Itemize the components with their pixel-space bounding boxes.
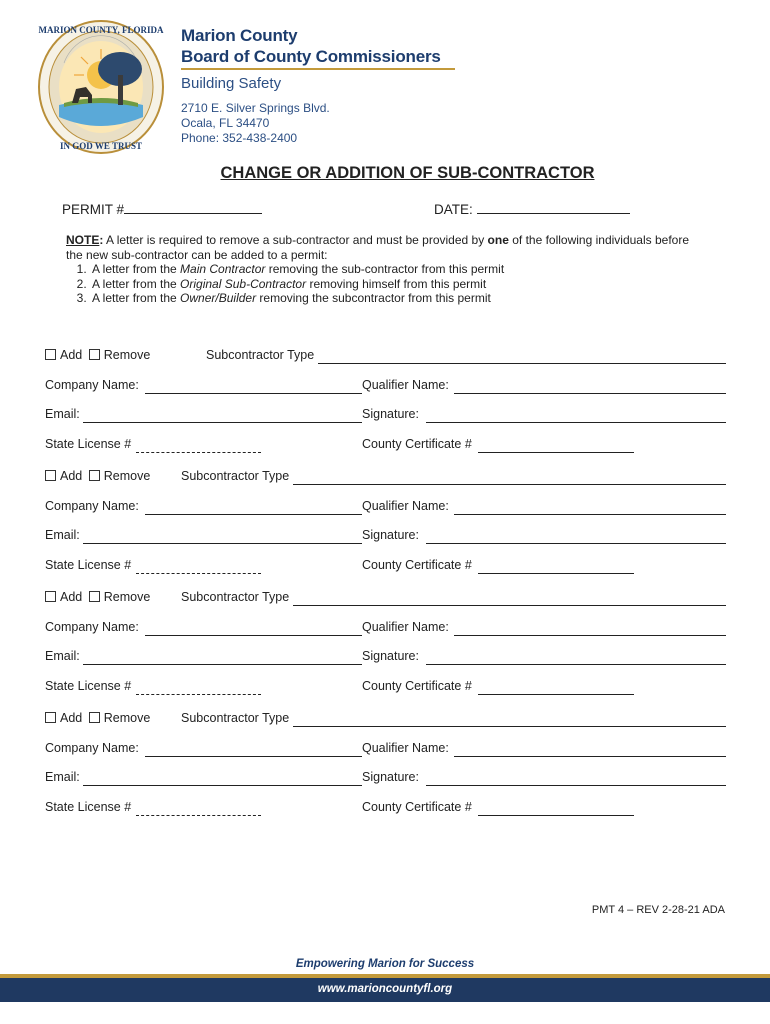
note-label: NOTE — [66, 233, 100, 247]
county-seal-logo — [36, 17, 166, 157]
license-row — [45, 558, 726, 574]
company-row — [45, 620, 726, 636]
note-item: 2. A letter from the Original Sub-Contractor removing himself from this permit — [90, 277, 706, 292]
email-line[interactable] — [83, 664, 362, 665]
subcontractor-type-line[interactable] — [293, 605, 726, 606]
revision-code: PMT 4 – REV 2-28-21 ADA — [591, 904, 725, 916]
company-name-line[interactable] — [145, 514, 362, 515]
add-remove-group — [45, 348, 150, 362]
subcontractor-section — [45, 348, 726, 466]
type-row — [45, 711, 726, 727]
state-license-label: State License # — [45, 800, 132, 814]
email-row — [45, 407, 726, 423]
email-line[interactable] — [83, 785, 362, 786]
permit-label: PERMIT # — [62, 202, 125, 217]
company-name-label: Company Name: — [45, 378, 139, 392]
add-checkbox[interactable] — [45, 470, 56, 481]
note-list — [66, 262, 706, 306]
add-checkbox[interactable] — [45, 591, 56, 602]
add-option[interactable]: Add — [45, 711, 82, 725]
note-text: NOTE: A letter is required to remove a sub-contractor and must be provided by one of the following individuals before the new sub-contractor can be added to a permit: — [66, 233, 690, 262]
subcontractor-type-line[interactable] — [318, 363, 726, 364]
subcontractor-section — [45, 711, 726, 829]
remove-option[interactable]: Remove — [86, 348, 151, 362]
county-certificate-label: County Certificate # — [362, 558, 472, 572]
add-option[interactable]: Add — [45, 590, 82, 604]
add-remove-group — [45, 711, 150, 725]
license-row — [45, 679, 726, 695]
note-item: 3. A letter from the Owner/Builder removing the subcontractor from this permit — [90, 291, 706, 306]
qualifier-name-line[interactable] — [454, 393, 726, 394]
company-name-label: Company Name: — [45, 499, 139, 513]
signature-label: Signature: — [362, 770, 419, 784]
qualifier-name-line[interactable] — [454, 514, 726, 515]
remove-option[interactable]: Remove — [86, 711, 151, 725]
company-name-line[interactable] — [145, 756, 362, 757]
permit-field[interactable] — [62, 201, 262, 217]
state-license-line[interactable] — [136, 694, 261, 695]
svg-text:IN GOD WE TRUST: IN GOD WE TRUST — [60, 141, 142, 151]
date-field[interactable] — [434, 201, 630, 217]
qualifier-name-label: Qualifier Name: — [362, 741, 449, 755]
company-name-label: Company Name: — [45, 741, 139, 755]
signature-label: Signature: — [362, 528, 419, 542]
company-row — [45, 741, 726, 757]
footer-tagline: Empowering Marion for Success — [295, 958, 475, 970]
add-option[interactable]: Add — [45, 348, 82, 362]
add-checkbox[interactable] — [45, 349, 56, 360]
header-divider — [181, 68, 455, 70]
state-license-line[interactable] — [136, 815, 261, 816]
permit-line[interactable] — [124, 201, 262, 214]
remove-option[interactable]: Remove — [86, 590, 151, 604]
subcontractor-type-label: Subcontractor Type — [206, 348, 315, 362]
subcontractor-type-line[interactable] — [293, 484, 726, 485]
state-license-line[interactable] — [136, 452, 261, 453]
phone-number: Phone: 352-438-2400 — [181, 131, 298, 145]
subcontractor-type-label: Subcontractor Type — [181, 469, 290, 483]
signature-line[interactable] — [426, 664, 726, 665]
county-certificate-label: County Certificate # — [362, 437, 472, 451]
signature-label: Signature: — [362, 649, 419, 663]
remove-checkbox[interactable] — [89, 712, 100, 723]
signature-label: Signature: — [362, 407, 419, 421]
date-line[interactable] — [477, 201, 630, 214]
subcontractor-type-label: Subcontractor Type — [181, 590, 290, 604]
county-certificate-line[interactable] — [478, 452, 634, 453]
form-title: CHANGE OR ADDITION OF SUB-CONTRACTOR — [220, 164, 595, 182]
type-row — [45, 348, 726, 364]
company-row — [45, 378, 726, 394]
email-line[interactable] — [83, 543, 362, 544]
email-line[interactable] — [83, 422, 362, 423]
email-label: Email: — [45, 407, 80, 421]
qualifier-name-label: Qualifier Name: — [362, 620, 449, 634]
signature-line[interactable] — [426, 543, 726, 544]
address-line1: 2710 E. Silver Springs Blvd. — [181, 101, 330, 115]
add-remove-group — [45, 590, 150, 604]
state-license-label: State License # — [45, 437, 132, 451]
company-name-label: Company Name: — [45, 620, 139, 634]
add-option[interactable]: Add — [45, 469, 82, 483]
type-row — [45, 469, 726, 485]
svg-text:MARION COUNTY, FLORIDA: MARION COUNTY, FLORIDA — [38, 25, 164, 35]
qualifier-name-line[interactable] — [454, 756, 726, 757]
state-license-line[interactable] — [136, 573, 261, 574]
type-row — [45, 590, 726, 606]
county-certificate-line[interactable] — [478, 694, 634, 695]
add-remove-group — [45, 469, 150, 483]
email-label: Email: — [45, 649, 80, 663]
note-item: 1. A letter from the Main Contractor removing the sub-contractor from this permit — [90, 262, 706, 277]
subcontractor-section — [45, 590, 726, 708]
signature-line[interactable] — [426, 422, 726, 423]
note-emphasis: one — [487, 233, 509, 247]
note-block — [66, 233, 706, 306]
license-row — [45, 800, 726, 816]
org-name-line1: Marion County — [181, 26, 298, 45]
footer-bottom-strip — [0, 1002, 770, 1024]
email-row — [45, 649, 726, 665]
website-url: www.marioncountyfl.org — [317, 983, 453, 995]
subcontractor-section — [45, 469, 726, 587]
qualifier-name-label: Qualifier Name: — [362, 378, 449, 392]
license-row — [45, 437, 726, 453]
signature-line[interactable] — [426, 785, 726, 786]
email-row — [45, 528, 726, 544]
date-label: DATE: — [434, 202, 473, 217]
email-label: Email: — [45, 528, 80, 542]
email-row — [45, 770, 726, 786]
qualifier-name-line[interactable] — [454, 635, 726, 636]
add-checkbox[interactable] — [45, 712, 56, 723]
address-line2: Ocala, FL 34470 — [181, 116, 270, 130]
subcontractor-type-line[interactable] — [293, 726, 726, 727]
remove-checkbox[interactable] — [89, 591, 100, 602]
state-license-label: State License # — [45, 679, 132, 693]
department-name: Building Safety — [181, 75, 282, 92]
subcontractor-type-label: Subcontractor Type — [181, 711, 290, 725]
county-certificate-label: County Certificate # — [362, 679, 472, 693]
company-name-line[interactable] — [145, 635, 362, 636]
email-label: Email: — [45, 770, 80, 784]
remove-checkbox[interactable] — [89, 470, 100, 481]
county-certificate-line[interactable] — [478, 815, 634, 816]
company-row — [45, 499, 726, 515]
qualifier-name-label: Qualifier Name: — [362, 499, 449, 513]
org-name-line2: Board of County Commissioners — [181, 47, 441, 66]
remove-option[interactable]: Remove — [86, 469, 151, 483]
county-certificate-label: County Certificate # — [362, 800, 472, 814]
state-license-label: State License # — [45, 558, 132, 572]
remove-checkbox[interactable] — [89, 349, 100, 360]
county-certificate-line[interactable] — [478, 573, 634, 574]
company-name-line[interactable] — [145, 393, 362, 394]
